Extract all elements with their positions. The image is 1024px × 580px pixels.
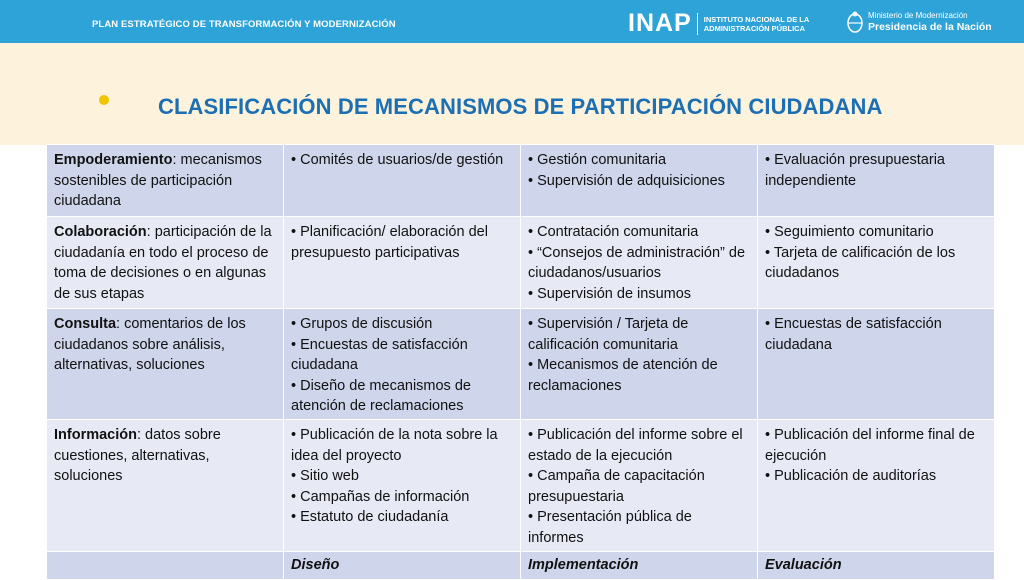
table-row xyxy=(47,309,995,420)
evaluation-item: • Encuestas de satisfacción ciudadana xyxy=(765,316,942,353)
table-row xyxy=(47,420,995,552)
implementation-item: • Supervisión de adquisiciones xyxy=(528,172,725,189)
implementation-item: • Mecanismos de atención de reclamaciones xyxy=(528,357,718,394)
mechanism-cell xyxy=(47,309,284,420)
design-cell xyxy=(284,145,521,217)
inap-subtitle-2: ADMINISTRACIÓN PÚBLICA xyxy=(703,23,805,33)
inap-logo xyxy=(628,11,809,36)
top-banner xyxy=(0,0,1024,43)
mechanism-cell xyxy=(47,145,284,217)
mechanism-cell xyxy=(47,420,284,552)
design-cell xyxy=(284,217,521,309)
page-title: CLASIFICACIÓN DE MECANISMOS DE PARTICIPACIÓN CIUDADANA xyxy=(158,94,883,119)
table-body xyxy=(47,145,995,580)
footer-design: Diseño xyxy=(284,552,521,580)
design-cell xyxy=(284,309,521,420)
implementation-item: • Gestión comunitaria xyxy=(528,152,667,168)
mechanism-description: : participación de la ciudadanía en todo el proceso de toma de decisiones o en algunas de sus etapas xyxy=(54,224,272,302)
mechanism-description: : comentarios de los ciudadanos sobre análisis, alternativas, soluciones xyxy=(54,316,246,373)
design-item: • Campañas de información xyxy=(291,488,470,505)
implementation-item: • Publicación del informe sobre el estado de la ejecución xyxy=(528,427,743,464)
evaluation-item: • Tarjeta de calificación de los ciudadanos xyxy=(765,244,956,281)
table-row xyxy=(47,217,995,309)
presidency-name: Presidencia de la Nación xyxy=(868,21,992,33)
implementation-item: • Contratación comunitaria xyxy=(528,224,699,240)
implementation-cell xyxy=(521,420,758,552)
mechanism-term: Consulta xyxy=(54,316,117,332)
evaluation-item: • Publicación del informe final de ejecución xyxy=(765,427,975,464)
implementation-item: • Campaña de capacitación presupuestaria xyxy=(528,468,705,505)
design-item: • Publicación de la nota sobre la idea del proyecto xyxy=(291,427,498,464)
implementation-cell xyxy=(521,309,758,420)
design-cell xyxy=(284,420,521,552)
evaluation-cell xyxy=(758,145,995,217)
evaluation-item: • Publicación de auditorías xyxy=(765,468,937,484)
evaluation-item: • Seguimiento comunitario xyxy=(765,224,934,240)
inap-wordmark: INAP xyxy=(628,9,692,37)
title-bullet xyxy=(99,95,109,105)
inap-subtitle-1: INSTITUTO NACIONAL DE LA xyxy=(703,14,810,24)
evaluation-cell xyxy=(758,217,995,309)
design-item: • Comités de usuarios/de gestión xyxy=(291,152,504,168)
evaluation-cell xyxy=(758,309,995,420)
mechanism-cell xyxy=(47,217,284,309)
mechanism-term: Colaboración xyxy=(54,224,147,240)
evaluation-item: • Evaluación presupuestaria independiente xyxy=(765,152,945,189)
design-item: • Diseño de mecanismos de atención de reclamaciones xyxy=(291,377,471,414)
footer-implementation: Implementación xyxy=(521,552,758,580)
ministry-name: Ministerio de Modernización xyxy=(868,11,968,20)
mechanism-description: : datos sobre cuestiones, alternativas, soluciones xyxy=(54,427,221,484)
table-row xyxy=(47,145,995,217)
coat-of-arms-icon xyxy=(846,10,864,34)
footer-evaluation: Evaluación xyxy=(758,552,995,580)
mechanisms-table xyxy=(46,144,995,580)
implementation-item: • Supervisión de insumos xyxy=(528,285,692,302)
mechanism-term: Empoderamiento xyxy=(54,152,173,168)
implementation-item: • “Consejos de administración” de ciudadanos/usuarios xyxy=(528,244,746,281)
design-item: • Estatuto de ciudadanía xyxy=(291,509,449,525)
mechanism-description: : mecanismos sostenibles de participación ciudadana xyxy=(54,152,262,209)
footer-empty-cell xyxy=(47,552,284,580)
implementation-cell xyxy=(521,145,758,217)
evaluation-cell xyxy=(758,420,995,552)
logo-divider xyxy=(697,13,698,35)
mechanism-term: Información xyxy=(54,427,137,443)
implementation-item: • Presentación pública de informes xyxy=(528,509,692,546)
plan-title: PLAN ESTRATÉGICO DE TRANSFORMACIÓN Y MODERNIZACIÓN xyxy=(92,19,396,30)
design-item: • Encuestas de satisfacción ciudadana xyxy=(291,336,468,373)
design-item: • Sitio web xyxy=(291,468,359,484)
implementation-item: • Supervisión / Tarjeta de calificación comunitaria xyxy=(528,316,689,353)
design-item: • Planificación/ elaboración del presupuesto participativas xyxy=(291,224,488,261)
implementation-cell xyxy=(521,217,758,309)
ministry-logo xyxy=(846,10,992,34)
design-item: • Grupos de discusión xyxy=(291,316,433,332)
table-row-footer xyxy=(47,552,995,580)
